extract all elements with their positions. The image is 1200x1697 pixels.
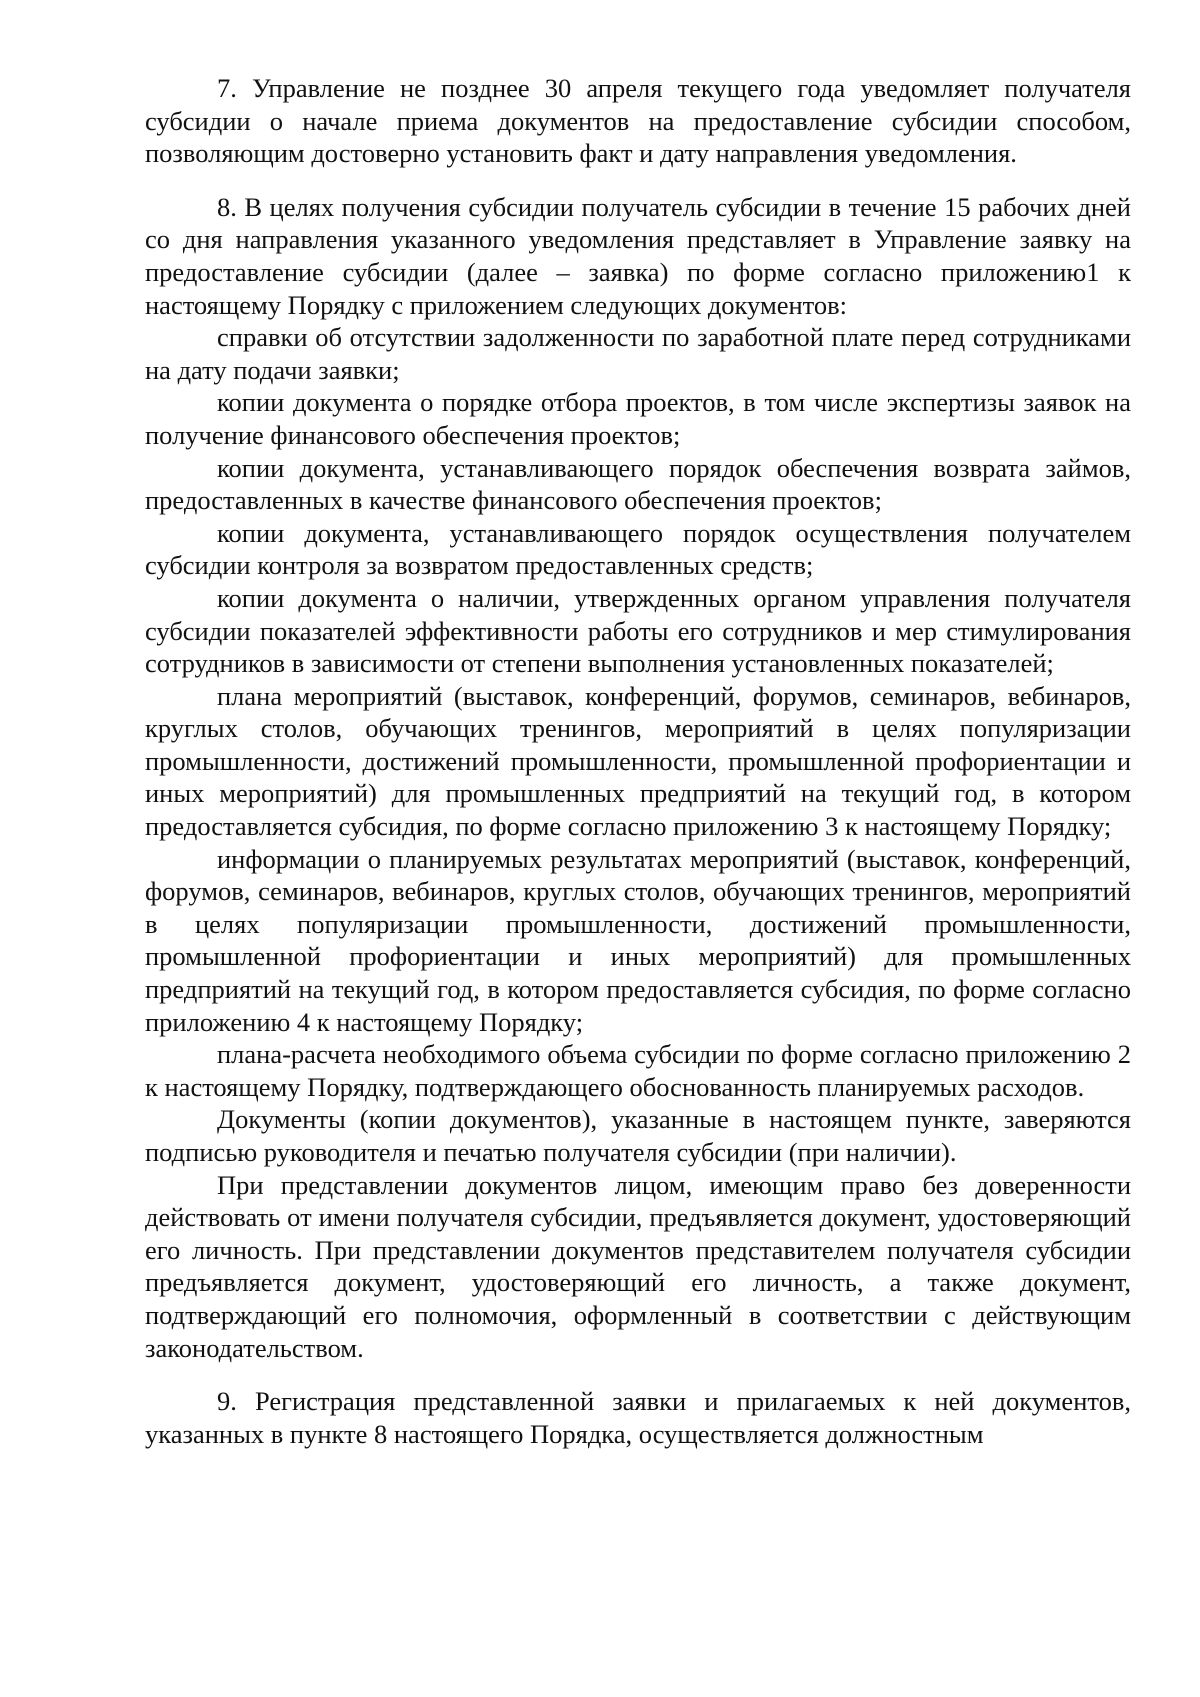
list-item-project-selection-doc: копии документа о порядке отбора проектов, в том числе экспертизы заявок на получение финансового обеспечения проектов; [145, 387, 1131, 450]
paragraph-7: 7. Управление не позднее 30 апреля текущего года уведомляет получателя субсидии о начале приема документов на предоставление субсидии способом, позволяющим достоверно установить факт и дату направления уведомления. [145, 73, 1131, 169]
list-item-loan-return-doc: копии документа, устанавливающего порядок обеспечения возврата займов, предоставленных в качестве финансового обеспечения проектов; [145, 452, 1131, 516]
list-item-subsidy-calculation: плана-расчета необходимого объема субсидии по форме согласно приложению 2 к настоящему Порядку, подтверждающего обоснованность планируемых расходов. [145, 1039, 1131, 1102]
list-item-control-doc: копии документа, устанавливающего порядок осуществления получателем субсидии контроля за возвратом предоставленных средств; [145, 517, 1131, 581]
paragraph-identity: При представлении документов лицом, имеющим право без доверенности действовать от имени получателя субсидии, предъявляется документ, удостоверяющий его личность. При представлении документов представителем получателя субсидии предъявляется документ, удостоверяющий его личность, а также документ, подтверждающий его полномочия, оформленный в соответствии с действующим законодательством. [145, 1169, 1131, 1363]
list-item-salary-certificate: справки об отсутствии задолженности по заработной плате перед сотрудниками на дату подачи заявки; [145, 322, 1131, 385]
paragraph-9: 9. Регистрация представленной заявки и прилагаемых к ней документов, указанных в пункте 8 настоящего Порядка, осуществляется должностным [145, 1386, 1131, 1449]
list-item-events-plan: плана мероприятий (выставок, конференций, форумов, семинаров, вебинаров, круглых столов, обучающих тренингов, мероприятий в целях популяризации промышленности, достижений промышленности, промышленной профориентации и иных мероприятий) для промышленных предприятий на текущий год, в котором предоставляется субсидия, по форме согласно приложению 3 к настоящему Порядку; [145, 680, 1131, 842]
list-item-events-results: информации о планируемых результатах мероприятий (выставок, конференций, форумов, семинаров, вебинаров, круглых столов, обучающих тренингов, мероприятий в целях популяризации промышленности, достижений промышленности, промышленной профориентации и иных мероприятий) для промышленных предприятий на текущий год, в котором предоставляется субсидия, по форме согласно приложению 4 к настоящему Порядку; [145, 843, 1131, 1037]
paragraph-8: 8. В целях получения субсидии получатель субсидии в течение 15 рабочих дней со дня направления указанного уведомления представляет в Управление заявку на предоставление субсидии (далее – заявка) по форме согласно приложению1 к настоящему Порядку с приложением следующих документов: [145, 191, 1131, 320]
paragraph-certification: Документы (копии документов), указанные в настоящем пункте, заверяются подписью руководителя и печатью получателя субсидии (при наличии). [145, 1104, 1131, 1167]
list-item-performance-doc: копии документа о наличии, утвержденных органом управления получателя субсидии показателей эффективности работы его сотрудников и мер стимулирования сотрудников в зависимости от степени выполнения установленных показателей; [145, 582, 1131, 679]
document-page [145, 72, 1131, 1450]
